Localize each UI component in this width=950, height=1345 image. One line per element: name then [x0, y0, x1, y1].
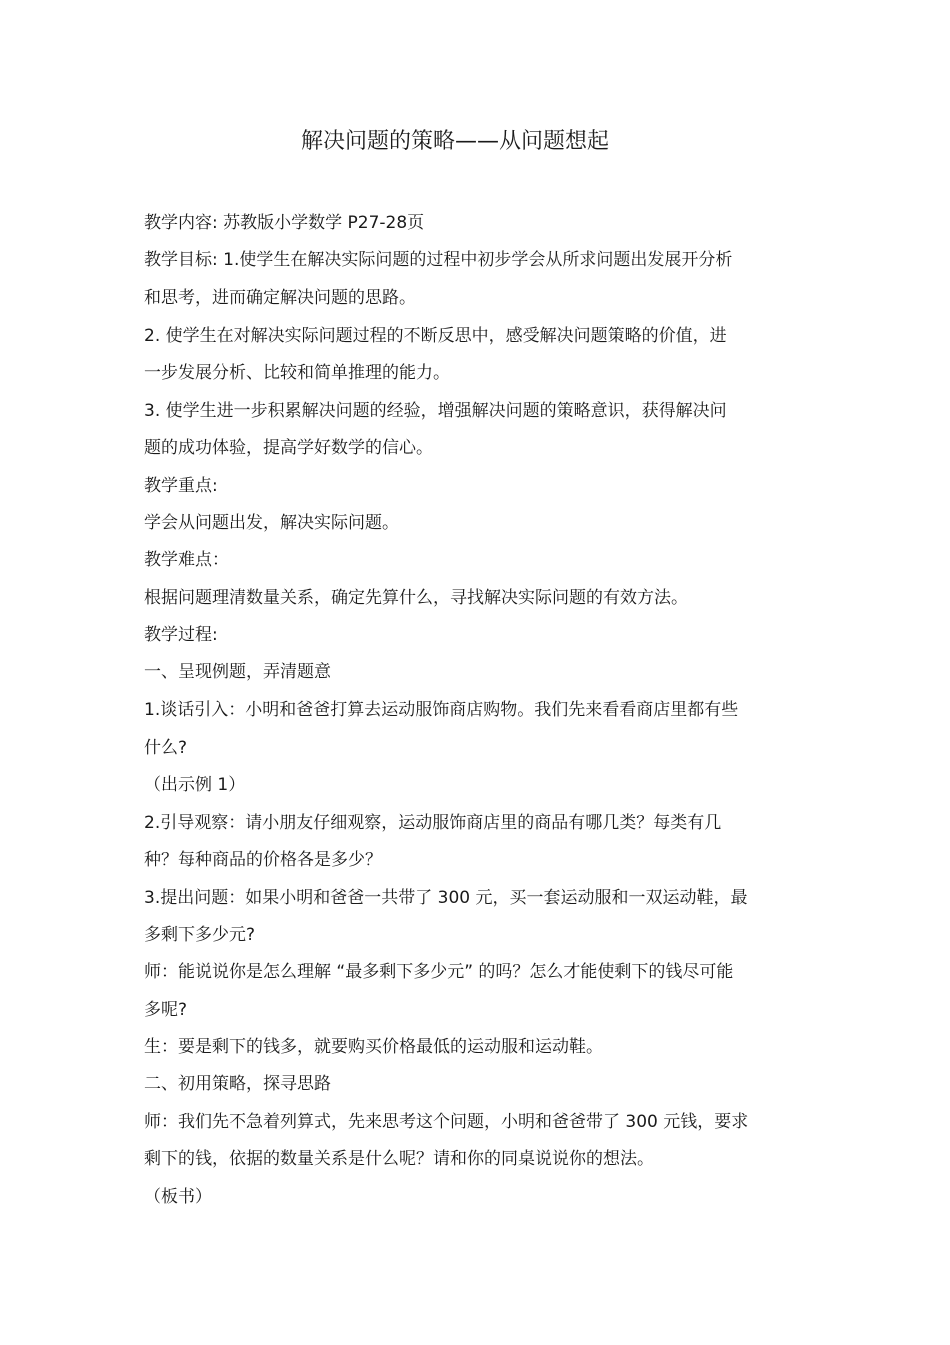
text-line-question-b: 多剩下多少元?: [144, 925, 256, 945]
text-line-board-note: （板书）: [144, 1187, 212, 1207]
text-line-key-points-heading: 教学重点:: [144, 476, 218, 496]
section-heading-2: 二、初用策略，探寻思路: [144, 1074, 331, 1094]
text-line-difficulty-heading: 教学难点：: [144, 550, 229, 570]
text-line-objective-1b: 和思考，进而确定解决问题的思路。: [144, 288, 416, 308]
text-line-teaching-content: 教学内容: 苏教版小学数学 P27-28页: [144, 213, 425, 233]
text-line-student: 生：要是剩下的钱多，就要购买价格最低的运动服和运动鞋。: [144, 1037, 603, 1057]
text-line-teacher-b: 多呢?: [144, 1000, 188, 1020]
text-line-teacher-c: 师：我们先不急着列算式，先来思考这个问题，小明和爸爸带了 300 元钱，要求: [144, 1112, 749, 1132]
text-line-objective-3b: 题的成功体验，提高学好数学的信心。: [144, 438, 433, 458]
text-line-intro-b: 什么?: [144, 738, 188, 758]
text-line-teacher-d: 剩下的钱，依据的数量关系是什么呢？请和你的同桌说说你的想法。: [144, 1149, 654, 1169]
text-line-difficulty: 根据问题理清数量关系，确定先算什么，寻找解决实际问题的有效方法。: [144, 588, 688, 608]
text-line-objective-2a: 2. 使学生在对解决实际问题过程的不断反思中，感受解决问题策略的价值，进: [144, 326, 727, 346]
text-line-teacher-a: 师：能说说你是怎么理解 “最多剩下多少元” 的吗？怎么才能使剩下的钱尽可能: [144, 962, 734, 982]
text-line-show-example: （出示例 1）: [144, 775, 246, 795]
text-line-observe-b: 种？每种商品的价格各是多少？: [144, 850, 382, 870]
text-line-observe-a: 2.引导观察：请小朋友仔细观察，运动服饰商店里的商品有哪几类？每类有几: [144, 813, 722, 833]
page-title: 解决问题的策略——从问题想起: [300, 129, 609, 154]
text-line-objective-3a: 3. 使学生进一步积累解决问题的经验，增强解决问题的策略意识，获得解决问: [144, 401, 727, 421]
text-line-intro-a: 1.谈话引入：小明和爸爸打算去运动服饰商店购物。我们先来看看商店里都有些: [144, 700, 739, 720]
text-line-question-a: 3.提出问题：如果小明和爸爸一共带了 300 元，买一套运动服和一双运动鞋，最: [144, 888, 748, 908]
text-line-process-heading: 教学过程:: [144, 625, 218, 645]
section-heading-1: 一、呈现例题，弄清题意: [144, 662, 331, 682]
text-line-objective-2b: 一步发展分析、比较和简单推理的能力。: [144, 363, 450, 383]
text-line-objective-1a: 教学目标: 1.使学生在解决实际问题的过程中初步学会从所求问题出发展开分析: [144, 250, 733, 270]
text-line-key-points: 学会从问题出发，解决实际问题。: [144, 513, 399, 533]
